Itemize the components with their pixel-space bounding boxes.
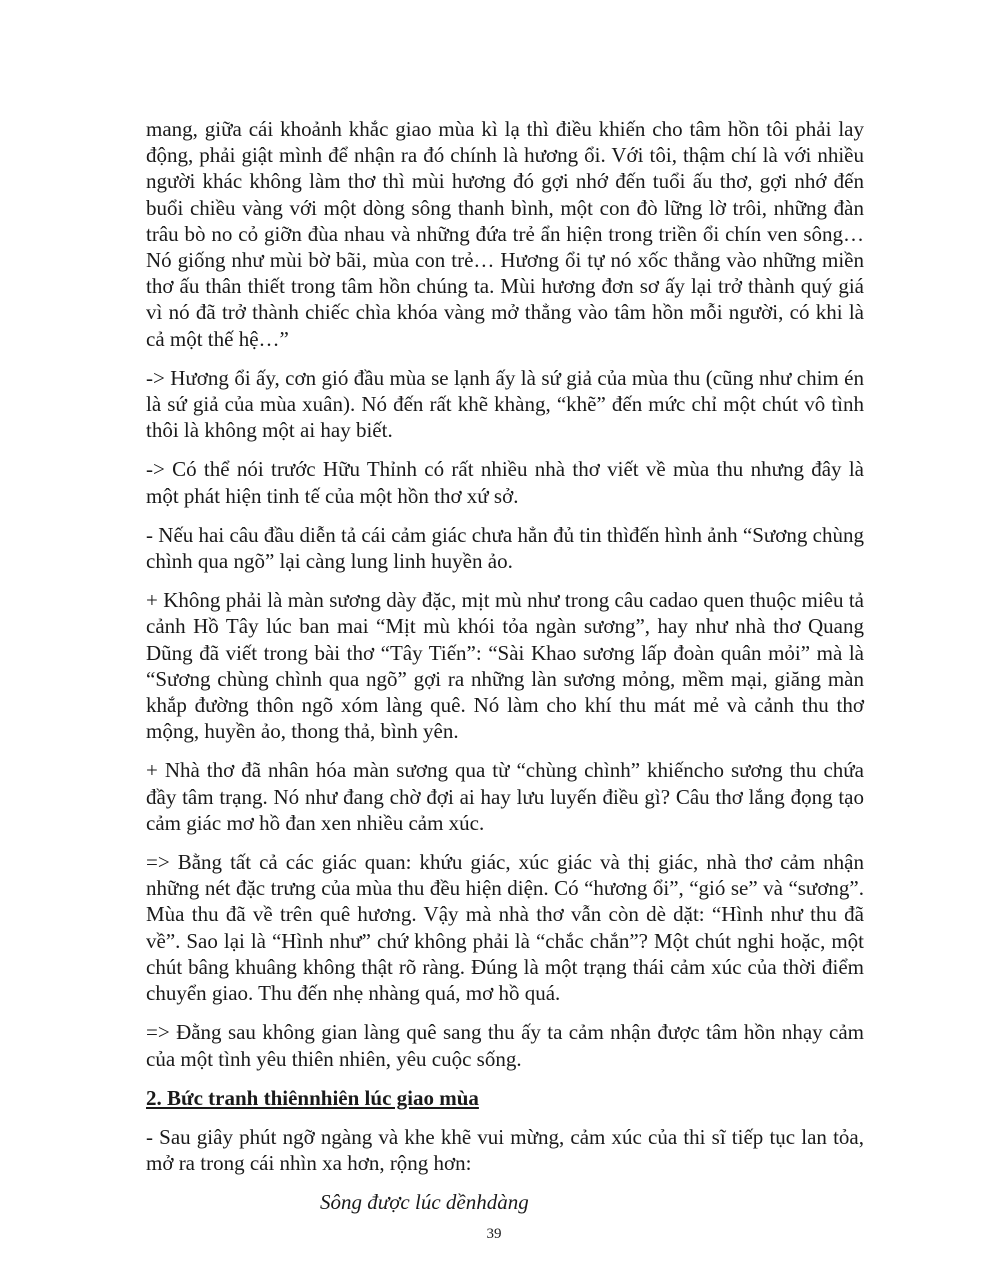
section-heading: 2. Bức tranh thiênnhiên lúc giao mùa <box>146 1085 479 1110</box>
paragraph-4: - Nếu hai câu đầu diễn tả cái cảm giác chưa hẳn đủ tin thìđến hình ảnh “Sương chùng chình qua ngõ” lại càng lung linh huyền ảo. <box>146 522 864 574</box>
paragraph-1: mang, giữa cái khoảnh khắc giao mùa kì lạ thì điều khiến cho tâm hồn tôi phải lay động, phải giật mình để nhận ra đó chính là hương ổi. Với tôi, thậm chí là với nhiều người khác không làm thơ thì mùi hương đó gợi nhớ đến tuổi ấu thơ, gợi nhớ đến buổi chiều vàng với một dòng sông thanh bình, một con đò lững lờ trôi, những đàn trâu bò no cỏ giỡn đùa nhau và những đứa trẻ ẩn hiện trong triền ổi chín ven sông… Nó giống như mùi bờ bãi, mùa con trẻ… Hương ổi tự nó xốc thẳng vào những miền thơ ấu thân thiết trong tâm hồn chúng ta. Mùi hương đơn sơ ấy lại trở thành quý giá vì nó đã trở thành chiếc chìa khóa vàng mở thẳng vào tâm hồn mỗi người, có khi là cả một thế hệ…” <box>146 117 864 351</box>
paragraph-5: + Không phải là màn sương dày đặc, mịt mù như trong câu cadao quen thuộc miêu tả cảnh Hồ Tây lúc ban mai “Mịt mù khói tỏa ngàn sương”, hay như nhà thơ Quang Dũng đã viết trong bài thơ “Tây Tiến”: “Sài Khao sương lấp đoàn quân mỏi” mà là “Sương chùng chình qua ngõ” gợi ra những làn sương mỏng, mềm mại, giăng màn khắp đường thôn ngõ xóm làng quê. Nó làm cho khí thu mát mẻ và cảnh thu thơ mộng, huyền ảo, thong thả, bình yên. <box>146 588 864 744</box>
paragraph-6: + Nhà thơ đã nhân hóa màn sương qua từ “chùng chình” khiếncho sương thu chứa đầy tâm trạng. Nó như đang chờ đợi ai hay lưu luyến điều gì? Câu thơ lắng đọng tạo cảm giác mơ hồ đan xen nhiều cảm xúc. <box>146 758 864 835</box>
paragraph-after-heading: - Sau giây phút ngỡ ngàng và khe khẽ vui mừng, cảm xúc của thi sĩ tiếp tục lan tỏa, mở ra trong cái nhìn xa hơn, rộng hơn: <box>146 1124 864 1176</box>
paragraph-3: -> Có thể nói trước Hữu Thỉnh có rất nhiều nhà thơ viết về mùa thu nhưng đây là một phát hiện tinh tế của một hồn thơ xứ sở. <box>146 457 864 508</box>
verse-line: Sông được lúc dềnhdàng <box>320 1190 529 1215</box>
paragraph-2: -> Hương ổi ấy, cơn gió đầu mùa se lạnh ấy là sứ giả của mùa thu (cũng như chim én là sứ giả của mùa xuân). Nó đến rất khẽ khàng, “khẽ” đến mức chỉ một chút vô tình thôi là không một ai hay biết. <box>146 365 864 443</box>
paragraph-8: => Đằng sau không gian làng quê sang thu ấy ta cảm nhận được tâm hồn nhạy cảm của một tình yêu thiên nhiên, yêu cuộc sống. <box>146 1020 864 1071</box>
page-number: 39 <box>486 1226 502 1242</box>
body-text <box>146 116 864 1216</box>
paragraph-7: => Bằng tất cả các giác quan: khứu giác, xúc giác và thị giác, nhà thơ cảm nhận những nét đặc trưng của mùa thu đều hiện diện. Có “hương ổi”, “gió se” và “sương”. Mùa thu đã về trên quê hương. Vậy mà nhà thơ vẫn còn dè dặt: “Hình như thu đã về”. Sao lại là “Hình như” chứ không phải là “chắc chắn”? Một chút nghi hoặc, một chút bâng khuâng không thật rõ ràng. Đúng là một trạng thái cảm xúc của thời điểm chuyển giao. Thu đến nhẹ nhàng quá, mơ hồ quá. <box>146 850 864 1006</box>
